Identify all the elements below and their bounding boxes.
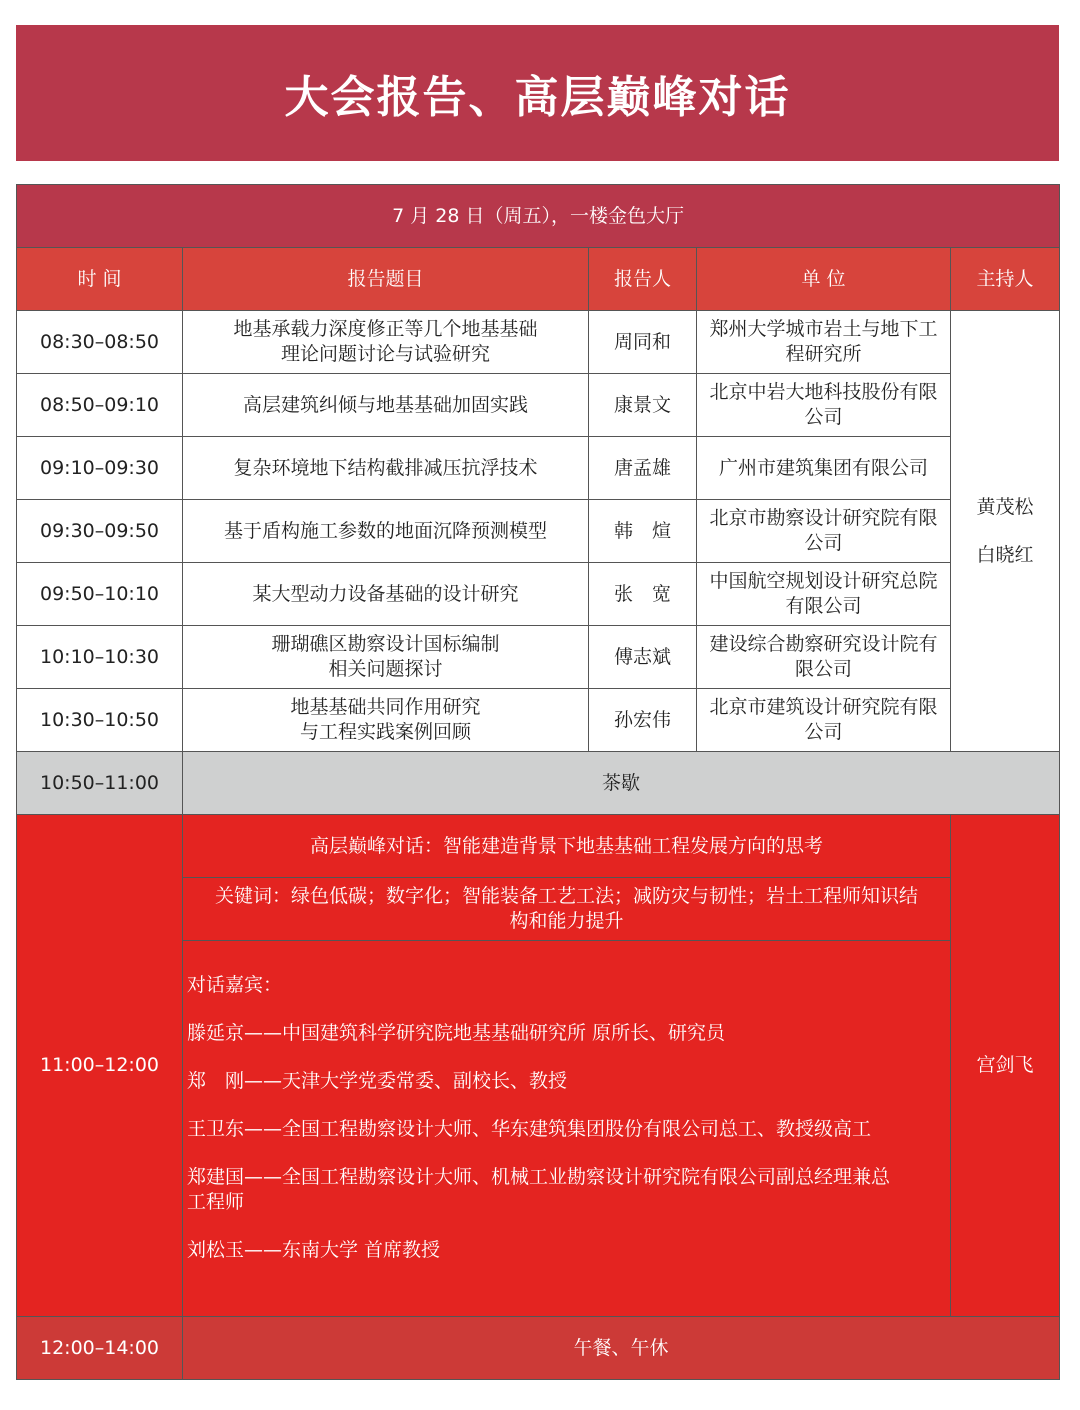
guest-entry-line: 王卫东——全国工程勘察设计大师、华东建筑集团股份有限公司总工、教授级高工	[187, 1118, 872, 1140]
guest-entry-line: 滕延京——中国建筑科学研究院地基基础研究所 原所长、研究员	[187, 1022, 726, 1044]
talk-org	[697, 311, 951, 374]
talk-speaker: 韩 煊	[589, 500, 697, 563]
talk-topic-line: 高层建筑纠倾与地基基础加固实践	[242, 393, 528, 416]
talk-time: 09:10–09:30	[17, 437, 183, 500]
talk-topic	[183, 437, 589, 500]
header-speaker: 报告人	[589, 248, 697, 311]
banner	[16, 25, 1059, 161]
guest-entry	[187, 1117, 944, 1142]
dialogue-guests	[183, 941, 951, 1317]
host-name: 白晓红	[976, 544, 1034, 566]
talk-speaker: 唐孟雄	[589, 437, 697, 500]
talk-org-line: 郑州大学城市岩土与地下工	[709, 318, 938, 340]
guest-entry-line: 工程师	[187, 1191, 245, 1213]
talk-topic	[183, 689, 589, 752]
date-row	[17, 185, 1060, 248]
header-org: 单 位	[697, 248, 951, 311]
talk-time: 09:50–10:10	[17, 563, 183, 626]
talk-time: 10:10–10:30	[17, 626, 183, 689]
talk-row	[17, 374, 1060, 437]
talk-org-line: 公司	[804, 406, 843, 428]
talk-org	[697, 563, 951, 626]
tea-break-row	[17, 752, 1060, 815]
talk-speaker: 孙宏伟	[589, 689, 697, 752]
talk-topic-line: 理论问题讨论与试验研究	[280, 343, 490, 365]
talk-topic-line: 基于盾构施工参数的地面沉降预测模型	[223, 519, 547, 542]
talk-row	[17, 500, 1060, 563]
guest-entry-line: 郑建国——全国工程勘察设计大师、机械工业勘察设计研究院有限公司副总经理兼总	[187, 1166, 891, 1188]
talk-row	[17, 689, 1060, 752]
morning-hosts	[951, 311, 1060, 752]
talk-topic-line: 地基基础共同作用研究	[290, 696, 481, 718]
talk-time: 08:50–09:10	[17, 374, 183, 437]
talk-row	[17, 437, 1060, 500]
talk-row	[17, 626, 1060, 689]
talk-speaker: 康景文	[589, 374, 697, 437]
talk-org-line: 北京市勘察设计研究院有限	[709, 507, 938, 529]
talk-topic	[183, 311, 589, 374]
talk-topic-line: 与工程实践案例回顾	[299, 721, 471, 743]
tea-break-label: 茶歇	[183, 752, 1060, 815]
talk-org-line: 公司	[804, 721, 843, 743]
talk-org-line: 北京市建筑设计研究院有限	[709, 696, 938, 718]
lunch-label: 午餐、午休	[183, 1317, 1060, 1380]
keywords-line: 构和能力提升	[509, 910, 624, 932]
talk-topic-line: 某大型动力设备基础的设计研究	[252, 582, 519, 605]
talk-org-line: 中国航空规划设计研究总院	[709, 570, 938, 592]
talk-org	[697, 500, 951, 563]
talk-org-line: 程研究所	[785, 343, 862, 365]
talk-org-line: 广州市建筑集团有限公司	[718, 456, 928, 479]
dialogue-time: 11:00–12:00	[17, 815, 183, 1317]
header-time: 时 间	[17, 248, 183, 311]
guest-entry-line: 刘松玉——东南大学 首席教授	[187, 1239, 441, 1261]
talk-topic-line: 地基承载力深度修正等几个地基基础	[233, 318, 538, 340]
talk-topic-line: 复杂环境地下结构截排减压抗浮技术	[233, 456, 538, 479]
guest-entry	[187, 1165, 944, 1215]
talk-row	[17, 311, 1060, 374]
talk-org	[697, 374, 951, 437]
dialogue-host: 宫剑飞	[951, 815, 1060, 1317]
talk-topic	[183, 500, 589, 563]
tea-break-time: 10:50–11:00	[17, 752, 183, 815]
talk-time: 09:30–09:50	[17, 500, 183, 563]
talk-topic	[183, 374, 589, 437]
page-title: 大会报告、高层巅峰对话	[284, 72, 791, 123]
talk-org-line: 有限公司	[785, 595, 862, 617]
talk-topic-line: 珊瑚礁区勘察设计国标编制	[271, 633, 500, 655]
guest-entry	[187, 1069, 944, 1094]
host-name: 黄茂松	[976, 496, 1034, 518]
guests-label: 对话嘉宾：	[187, 974, 283, 996]
keywords-line: 关键词：绿色低碳；数字化；智能装备工艺工法；减防灾与韧性；岩土工程师知识结	[214, 885, 918, 907]
dialogue-title-row	[17, 815, 1060, 878]
guest-entry	[187, 1021, 944, 1046]
header-row	[17, 248, 1060, 311]
talk-topic	[183, 563, 589, 626]
talk-org-line: 建设综合勘察研究设计院有	[709, 633, 938, 655]
dialogue-title: 高层巅峰对话：智能建造背景下地基基础工程发展方向的思考	[183, 815, 951, 878]
guest-entry	[187, 1238, 944, 1263]
talk-org	[697, 689, 951, 752]
talk-org	[697, 437, 951, 500]
talk-speaker: 张 宽	[589, 563, 697, 626]
talk-row	[17, 563, 1060, 626]
header-topic: 报告题目	[183, 248, 589, 311]
header-host: 主持人	[951, 248, 1060, 311]
dialogue-keywords	[183, 878, 951, 941]
date-location: 7 月 28 日（周五），一楼金色大厅	[17, 185, 1060, 248]
talk-org-line: 北京中岩大地科技股份有限	[709, 381, 938, 403]
talk-time: 08:30–08:50	[17, 311, 183, 374]
talk-org-line: 限公司	[794, 658, 852, 680]
talk-topic-line: 相关问题探讨	[328, 658, 443, 680]
lunch-time: 12:00–14:00	[17, 1317, 183, 1380]
talk-speaker: 周同和	[589, 311, 697, 374]
talk-org-line: 公司	[804, 532, 843, 554]
schedule-table	[16, 184, 1060, 1380]
lunch-row	[17, 1317, 1060, 1380]
guest-entry-line: 郑 刚——天津大学党委常委、副校长、教授	[187, 1070, 568, 1092]
talk-org	[697, 626, 951, 689]
talk-topic	[183, 626, 589, 689]
talk-time: 10:30–10:50	[17, 689, 183, 752]
talk-speaker: 傅志斌	[589, 626, 697, 689]
